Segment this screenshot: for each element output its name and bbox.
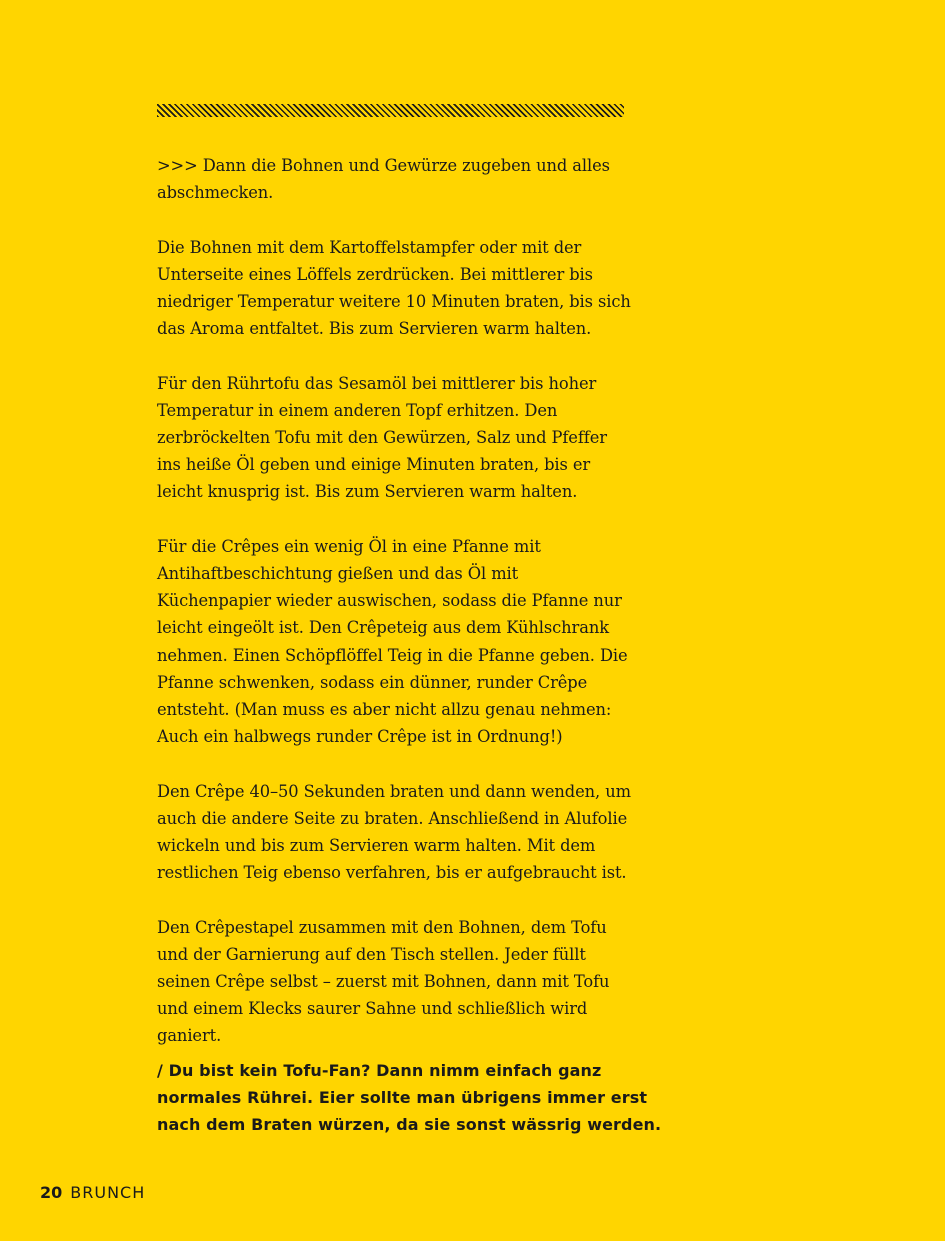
tip-line-3: nach dem Braten würzen, da sie sonst wässrig werden.	[157, 1115, 662, 1135]
section-name: BRUNCH	[70, 1183, 146, 1202]
hatched-divider	[157, 104, 624, 117]
paragraph-2: Die Bohnen mit dem Kartoffelstampfer oder mit der Unterseite eines Löffels zerdrücken. Bei mittlerer bis niedriger Temperatur weitere 10 Minuten braten, bis sich das Aroma entfaltet. Bis zum Servieren warm halten.	[157, 237, 631, 339]
paragraph-6: Den Crêpestapel zusammen mit den Bohnen, dem Tofu und der Garnierung auf den Tisch stellen. Jeder füllt seinen Crêpe selbst – zuerst mit Bohnen, dann mit Tofu und einem Klecks saurer Sahne und schließlich wird ganiert.	[157, 917, 610, 1046]
paragraph-4: Für die Crêpes ein wenig Öl in eine Pfanne mit Antihaftbeschichtung gießen und das Öl mit Küchenpapier wieder auswischen, sodass die Pfanne nur leicht eingeölt ist. Den Crêpeteig aus dem Kühlschrank nehmen. Einen Schöpflöffel Teig in die Pfanne geben. Die Pfanne schwenken, sodass ein dünner, runder Crêpe entsteht. (Man muss es aber nicht allzu genau nehmen: Auch ein halbwegs runder Crêpe ist in Ordnung!)	[157, 536, 628, 747]
page-footer	[40, 1181, 145, 1205]
tip-note	[157, 1057, 662, 1139]
tip-line-1: / Du bist kein Tofu-Fan? Dann nimm einfach ganz	[157, 1061, 602, 1080]
recipe-instructions	[157, 152, 635, 1077]
page-number: 20	[40, 1183, 63, 1202]
paragraph-3: Für den Rührtofu das Sesamöl bei mittlerer bis hoher Temperatur in einem anderen Topf erhitzen. Den zerbröckelten Tofu mit den Gewürzen, Salz und Pfeffer ins heiße Öl geben und einige Minuten braten, bis er leicht knusprig ist. Bis zum Servieren warm halten.	[157, 373, 607, 502]
tip-line-2: normales Rührei. Eier sollte man übrigens immer erst	[157, 1088, 648, 1108]
paragraph-1: >>> Dann die Bohnen und Gewürze zugeben und alles abschmecken.	[157, 156, 610, 203]
paragraph-5: Den Crêpe 40–50 Sekunden braten und dann wenden, um auch die andere Seite zu braten. Anschließend in Alufolie wickeln und bis zum Servieren warm halten. Mit dem restlichen Teig ebenso verfahren, bis er aufgebraucht ist.	[157, 781, 631, 883]
